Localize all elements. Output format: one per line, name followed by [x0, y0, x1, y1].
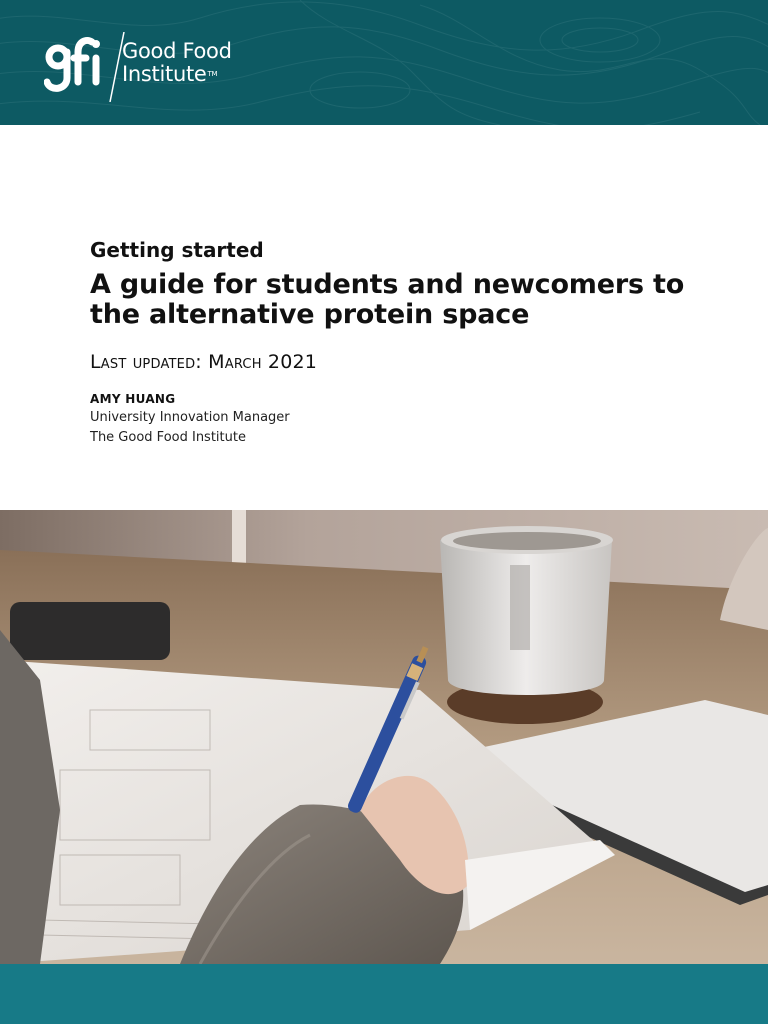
header-banner [0, 0, 768, 125]
logo-line1: Good Food [122, 39, 232, 63]
author-role: University Innovation Manager [90, 410, 290, 425]
title-line-1: A guide for students and newcomers to [90, 269, 685, 300]
eyebrow-heading: Getting started [90, 238, 264, 262]
gfi-logo-mark [44, 30, 104, 102]
title-block [90, 236, 710, 448]
document-title [90, 270, 710, 330]
last-updated-date: March 2021 [208, 351, 318, 373]
title-line-2: the alternative protein space [90, 299, 530, 330]
cover-photo [0, 510, 768, 964]
gfi-logo[interactable] [44, 30, 244, 102]
last-updated [90, 350, 710, 374]
author-name: AMY HUANG [90, 392, 176, 406]
author-organization: The Good Food Institute [90, 430, 246, 445]
last-updated-label: Last updated: [90, 351, 202, 373]
logo-line2: Institute [122, 62, 207, 86]
logo-trademark: TM [207, 70, 218, 78]
cover-photo-illustration [0, 510, 768, 964]
logo-wordmark [122, 40, 232, 86]
footer-band [0, 964, 768, 1024]
